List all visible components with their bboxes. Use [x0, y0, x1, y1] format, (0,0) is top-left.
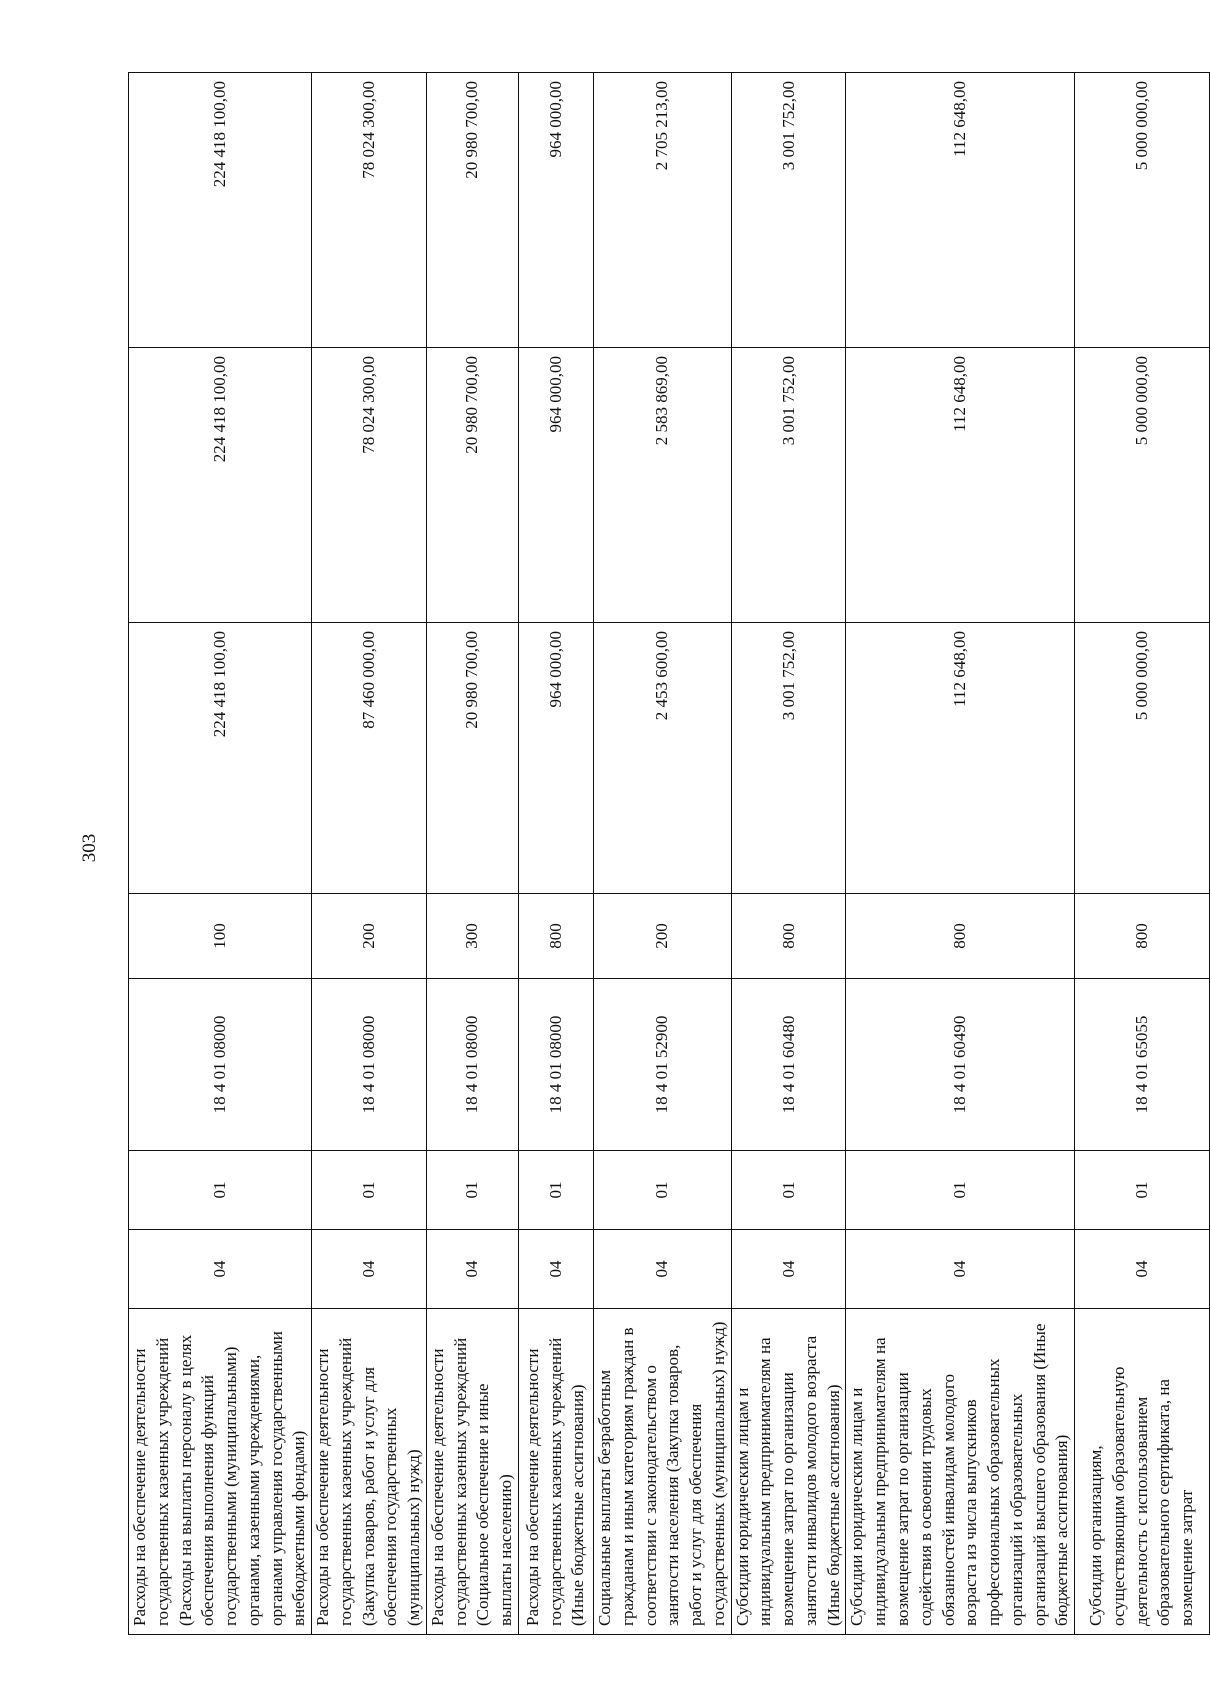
table-row	[1075, 73, 1210, 1635]
target-article-code: 18 4 01 08000	[426, 979, 518, 1151]
row-description: Расходы на обеспечение деятельности государственных казенных учреждений (Иные бюджетные ассигнования)	[519, 1309, 594, 1635]
subsection-code: 01	[129, 1151, 312, 1230]
amount-year-2: 224 418 100,00	[129, 348, 312, 623]
amount-year-1: 5 000 000,00	[1075, 623, 1210, 894]
amount-year-1: 87 460 000,00	[312, 623, 427, 894]
row-description: Субсидии юридическим лицам и индивидуальным предпринимателям на возмещение затрат по организации занятости инвалидов молодого возраста (Иные бюджетные ассигнования)	[731, 1309, 846, 1635]
table-row	[519, 73, 594, 1635]
target-article-code: 18 4 01 52900	[594, 979, 732, 1151]
amount-year-3: 20 980 700,00	[426, 73, 518, 348]
amount-year-3: 112 648,00	[846, 73, 1075, 348]
row-description: Субсидии организациям, осуществляющим образовательную деятельность с использованием образовательного сертификата, на возмещение затрат	[1075, 1309, 1210, 1635]
subsection-code: 01	[426, 1151, 518, 1230]
target-article-code: 18 4 01 60490	[846, 979, 1075, 1151]
amount-year-1: 3 001 752,00	[731, 623, 846, 894]
section-code: 04	[519, 1230, 594, 1309]
amount-year-3: 3 001 752,00	[731, 73, 846, 348]
section-code: 04	[731, 1230, 846, 1309]
amount-year-3: 224 418 100,00	[129, 73, 312, 348]
table-row	[312, 73, 427, 1635]
target-article-code: 18 4 01 65055	[1075, 979, 1210, 1151]
amount-year-2: 78 024 300,00	[312, 348, 427, 623]
amount-year-2: 5 000 000,00	[1075, 348, 1210, 623]
expense-type-code: 800	[519, 894, 594, 979]
expense-type-code: 800	[731, 894, 846, 979]
section-code: 04	[1075, 1230, 1210, 1309]
table-row	[846, 73, 1075, 1635]
section-code: 04	[129, 1230, 312, 1309]
section-code: 04	[594, 1230, 732, 1309]
row-description: Социальные выплаты безработным гражданам и иным категориям граждан в соответствии с законодательством о занятости населения (Закупка товаров, работ и услуг для обеспечения государственных (муниципальных) нужд)	[594, 1309, 732, 1635]
expense-type-code: 800	[846, 894, 1075, 979]
row-description: Субсидии юридическим лицам и индивидуальным предпринимателям на возмещение затрат по организации содействия в освоении трудовых обязанностей инвалидам молодого возраста из числа выпускников профессиональных образовательных организаций и образовательных организаций высшего образования (Иные бюджетные ассигнования)	[846, 1309, 1075, 1635]
rotated-table-container	[128, 73, 1197, 1635]
amount-year-3: 2 705 213,00	[594, 73, 732, 348]
amount-year-3: 5 000 000,00	[1075, 73, 1210, 348]
amount-year-3: 78 024 300,00	[312, 73, 427, 348]
section-code: 04	[426, 1230, 518, 1309]
amount-year-3: 964 000,00	[519, 73, 594, 348]
amount-year-1: 112 648,00	[846, 623, 1075, 894]
section-code: 04	[846, 1230, 1075, 1309]
expense-type-code: 100	[129, 894, 312, 979]
expense-type-code: 200	[594, 894, 732, 979]
table-row	[594, 73, 732, 1635]
page-number: 303	[79, 833, 100, 863]
amount-year-1: 2 453 600,00	[594, 623, 732, 894]
amount-year-2: 112 648,00	[846, 348, 1075, 623]
target-article-code: 18 4 01 08000	[129, 979, 312, 1151]
subsection-code: 01	[731, 1151, 846, 1230]
amount-year-1: 20 980 700,00	[426, 623, 518, 894]
subsection-code: 01	[846, 1151, 1075, 1230]
subsection-code: 01	[1075, 1151, 1210, 1230]
row-description: Расходы на обеспечение деятельности государственных казенных учреждений (Социальное обеспечение и иные выплаты населению)	[426, 1309, 518, 1635]
table-row	[426, 73, 518, 1635]
rotated-table-area	[128, 73, 1197, 1635]
target-article-code: 18 4 01 08000	[312, 979, 427, 1151]
section-code: 04	[312, 1230, 427, 1309]
table-row	[129, 73, 312, 1635]
subsection-code: 01	[594, 1151, 732, 1230]
expense-type-code: 300	[426, 894, 518, 979]
target-article-code: 18 4 01 08000	[519, 979, 594, 1151]
amount-year-1: 224 418 100,00	[129, 623, 312, 894]
expense-type-code: 800	[1075, 894, 1210, 979]
target-article-code: 18 4 01 60480	[731, 979, 846, 1151]
amount-year-2: 20 980 700,00	[426, 348, 518, 623]
expense-type-code: 200	[312, 894, 427, 979]
row-description: Расходы на обеспечение деятельности государственных казенных учреждений (Закупка товаров, работ и услуг для обеспечения государственных (муниципальных) нужд)	[312, 1309, 427, 1635]
table-row	[731, 73, 846, 1635]
amount-year-2: 3 001 752,00	[731, 348, 846, 623]
subsection-code: 01	[312, 1151, 427, 1230]
amount-year-1: 964 000,00	[519, 623, 594, 894]
budget-table	[128, 72, 1210, 1635]
amount-year-2: 2 583 869,00	[594, 348, 732, 623]
row-description: Расходы на обеспечение деятельности государственных казенных учреждений (Расходы на выплаты персоналу в целях обеспечения выполнения функций государственными (муниципальными) органами, казенными учреждениями, органами управления государственными внебюджетными фондами)	[129, 1309, 312, 1635]
amount-year-2: 964 000,00	[519, 348, 594, 623]
subsection-code: 01	[519, 1151, 594, 1230]
